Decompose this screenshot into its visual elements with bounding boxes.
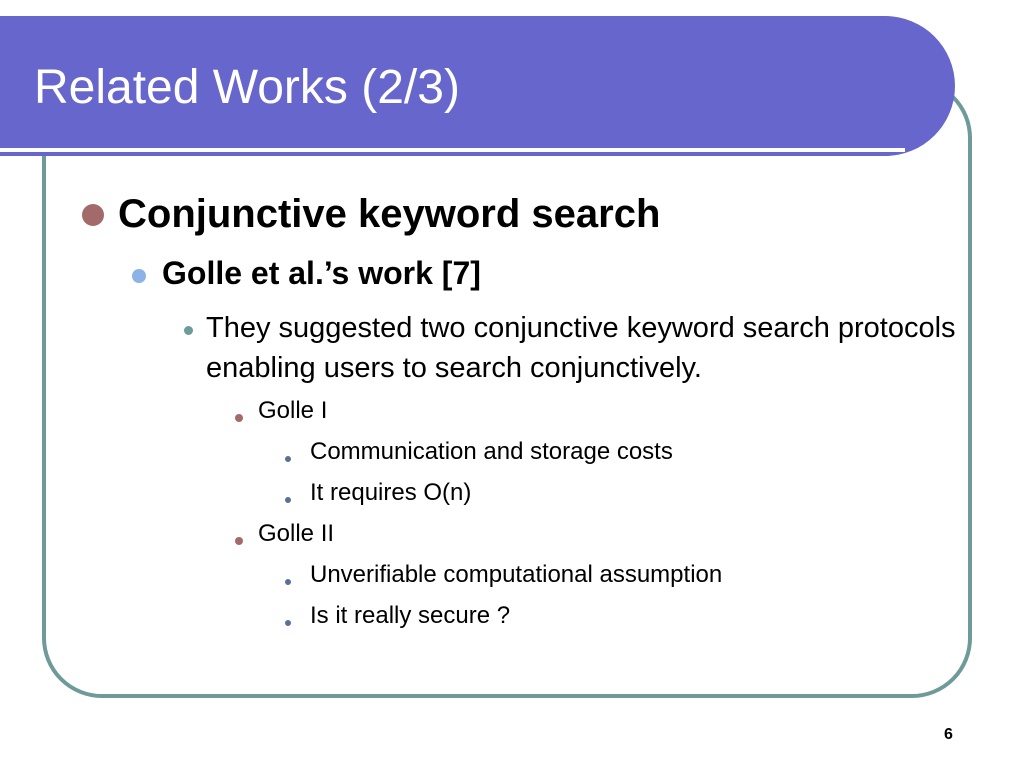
bullet-protocol-description: They suggested two conjunctive keyword search protocols enabling users to search conjunctively.: [206, 312, 956, 384]
bullet-dot-golle2-item1: [285, 579, 291, 585]
bullet-communication-storage-costs: Communication and storage costs: [310, 438, 673, 465]
slide-title: Related Works (2/3): [34, 61, 460, 114]
bullet-golle-work: Golle et al.’s work [7]: [162, 255, 481, 291]
bullet-dot-golle1-item1: [285, 456, 291, 462]
bullet-golle1: Golle I: [258, 397, 328, 424]
bullet-really-secure: Is it really secure ?: [310, 602, 511, 629]
bullet-dot-level3: [184, 326, 193, 335]
slide-number: 6: [944, 726, 953, 743]
title-bar: [0, 16, 955, 156]
bullet-dot-golle1-item2: [285, 497, 291, 503]
title-divider: [0, 148, 905, 152]
bullet-dot-golle2: [235, 537, 243, 545]
bullet-conjunctive-keyword-search: Conjunctive keyword search: [118, 192, 661, 236]
bullet-dot-level2: [132, 269, 146, 283]
bullet-requires-on: It requires O(n): [310, 479, 472, 506]
bullet-unverifiable-assumption: Unverifiable computational assumption: [310, 561, 723, 588]
bullet-dot-level1: [82, 204, 104, 226]
bullet-golle2: Golle II: [258, 520, 335, 547]
bullet-dot-golle2-item2: [285, 620, 291, 626]
bullet-dot-golle1: [235, 414, 243, 422]
